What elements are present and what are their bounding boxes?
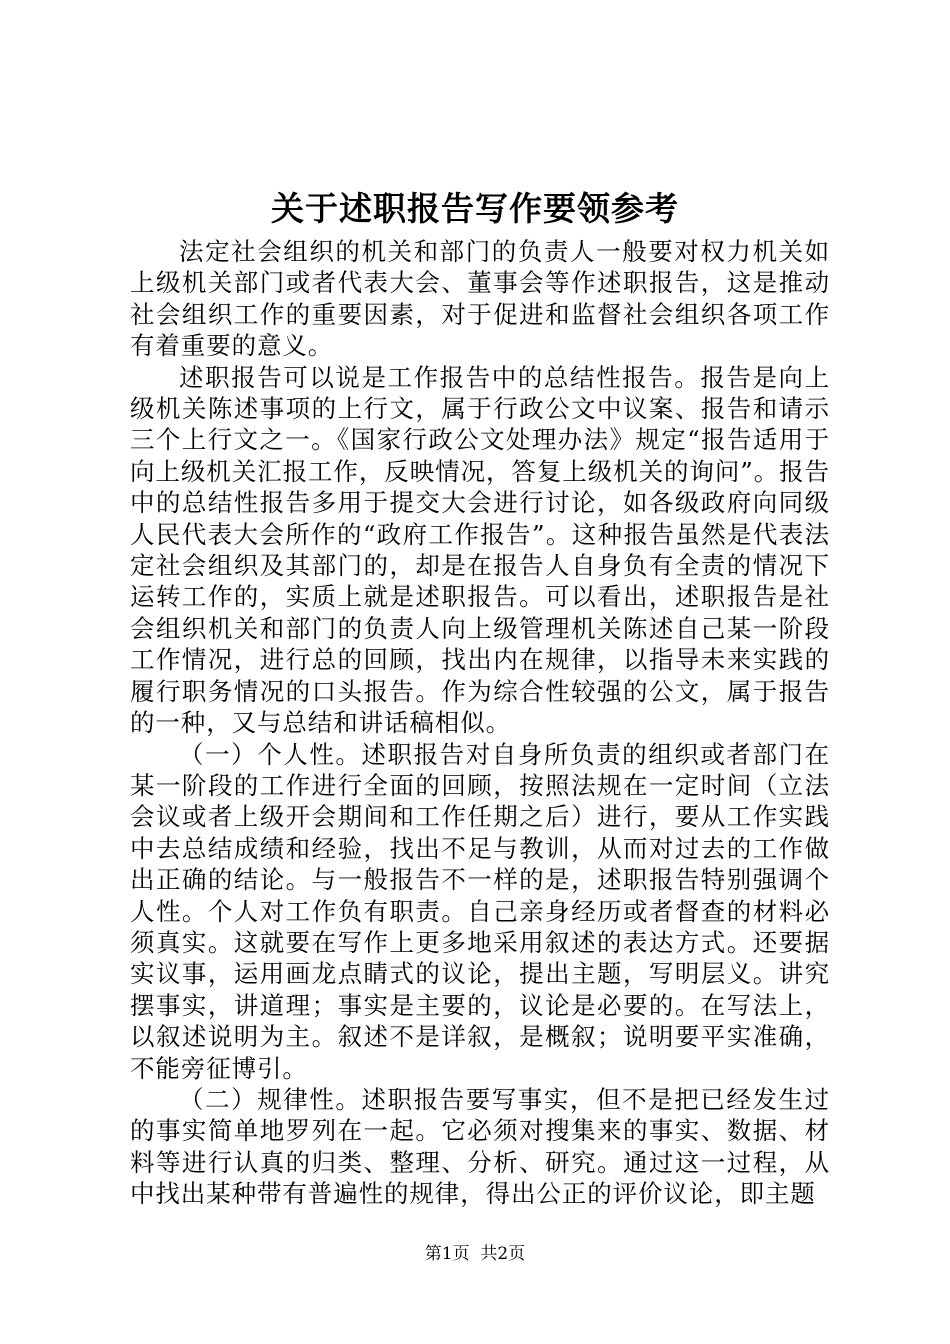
page-number: 第1页 — [424, 1244, 470, 1264]
paragraph: 法定社会组织的机关和部门的负责人一般要对权力机关如上级机关部门或者代表大会、董事会等作述职报告，这是推动社会组织工作的重要因素，对于促进和监督社会组织各项工作有着重要的意义。 — [130, 237, 830, 361]
document-title: 关于述职报告写作要领参考 — [271, 189, 679, 228]
paragraph: 述职报告可以说是工作报告中的总结性报告。报告是向上级机关陈述事项的上行文，属于行政公文中议案、报告和请示三个上行文之一。《国家行政公文处理办法》规定“报告适用于向上级机关汇报工作，反映情况，答复上级机关的询问”。报告中的总结性报告多用于提交大会进行讨论，如各级政府向同级人民代表大会所作的“政府工作报告”。这种报告虽然是代表法定社会组织及其部门的，却是在报告人自身负有全责的情况下运转工作的，实质上就是述职报告。可以看出，述职报告是社会组织机关和部门的负责人向上级管理机关陈述自己某一阶段工作情况，进行总的回顾，找出内在规律，以指导未来实践的履行职务情况的口头报告。作为综合性较强的公文，属于报告的一种，又与总结和讲话稿相似。 — [130, 362, 830, 738]
paragraph: （一）个人性。述职报告对自身所负责的组织或者部门在某一阶段的工作进行全面的回顾，按照法规在一定时间（立法会议或者上级开会期间和工作任期之后）进行，要从工作实践中去总结成绩和经验，找出不足与教训，从而对过去的工作做出正确的结论。与一般报告不一样的是，述职报告特别强调个人性。个人对工作负有职责。自己亲身经历或者督查的材料必须真实。这就要在写作上更多地采用叙述的表达方式。还要据实议事，运用画龙点睛式的议论，提出主题，写明层义。讲究摆事实，讲道理；事实是主要的，议论是必要的。在写法上，以叙述说明为主。叙述不是详叙，是概叙；说明要平实准确，不能旁征博引。 — [130, 739, 830, 1083]
page-footer — [0, 1243, 950, 1265]
footer-separator — [470, 1244, 481, 1264]
document-body — [130, 236, 830, 1210]
page-total: 共2页 — [480, 1244, 526, 1264]
paragraph: （二）规律性。述职报告要写事实，但不是把已经发生过的事实简单地罗列在一起。它必须对搜集来的事实、数据、材料等进行认真的归类、整理、分析、研究。通过这一过程，从中找出某种带有普遍性的规律，得出公正的评价议论，即主题 — [130, 1084, 830, 1209]
